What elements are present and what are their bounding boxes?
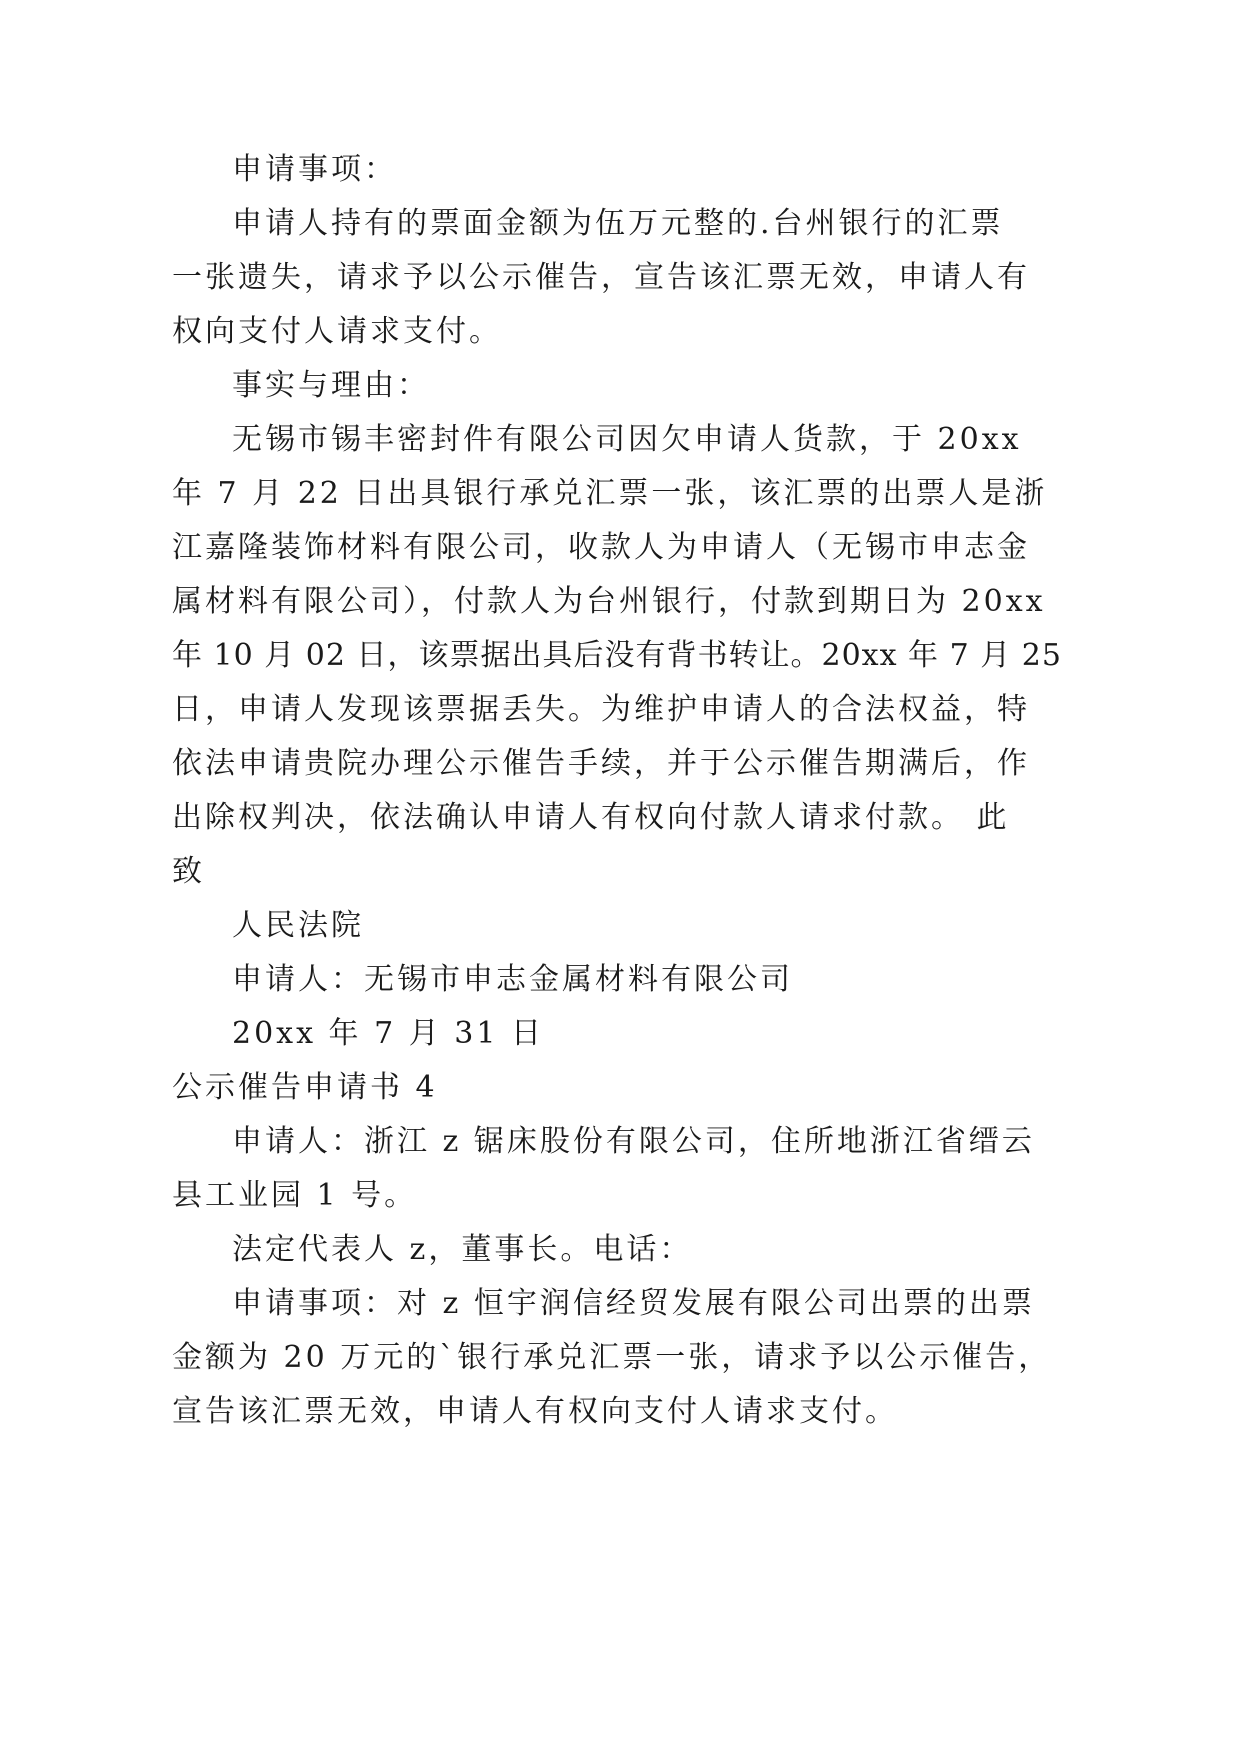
text-line: 申请人：无锡市申志金属材料有限公司: [232, 962, 793, 997]
section-heading: 公示催告申请书 4: [172, 1070, 438, 1105]
text-line: 一张遗失，请求予以公示催告，宣告该汇票无效，申请人有: [172, 260, 1030, 295]
text-line: 年 7 月 22 日出具银行承兑汇票一张，该汇票的出票人是浙: [172, 476, 1048, 511]
text-line: 无锡市锡丰密封件有限公司因欠申请人货款，于 20xx: [232, 422, 1022, 457]
text-line: 县工业园 1 号。: [172, 1178, 418, 1213]
text-line: 事实与理由：: [232, 368, 430, 403]
text-line: 申请事项：对 z 恒宇润信经贸发展有限公司出票的出票: [232, 1286, 1035, 1321]
text-line: 20xx 年 7 月 31 日: [232, 1016, 544, 1051]
text-line: 出除权判决，依法确认申请人有权向付款人请求付款。 此: [172, 800, 1010, 835]
text-line: 宣告该汇票无效，申请人有权向支付人请求支付。: [172, 1394, 898, 1429]
text-line: 金额为 20 万元的`银行承兑汇票一张，请求予以公示催告，: [172, 1340, 1052, 1375]
text-line: 申请人持有的票面金额为伍万元整的.台州银行的汇票: [232, 206, 1004, 241]
text-line: 属材料有限公司），付款人为台州银行，付款到期日为 20xx: [172, 584, 1046, 619]
text-line: 人民法院: [232, 908, 364, 943]
text-line: 申请人：浙江 z 锯床股份有限公司，住所地浙江省缙云: [232, 1124, 1035, 1159]
text-line: 申请事项：: [232, 152, 397, 187]
text-line: 江嘉隆装饰材料有限公司，收款人为申请人（无锡市申志金: [172, 530, 1030, 565]
text-line: 年 10 月 02 日，该票据出具后没有背书转让。20xx 年 7 月 25: [172, 638, 1062, 673]
text-line: 法定代表人 z，董事长。电话：: [232, 1232, 693, 1267]
text-line: 致: [172, 854, 205, 889]
text-line: 日，申请人发现该票据丢失。为维护申请人的合法权益，特: [172, 692, 1030, 727]
text-line: 权向支付人请求支付。: [172, 314, 502, 349]
text-line: 依法申请贵院办理公示催告手续，并于公示催告期满后，作: [172, 746, 1030, 781]
